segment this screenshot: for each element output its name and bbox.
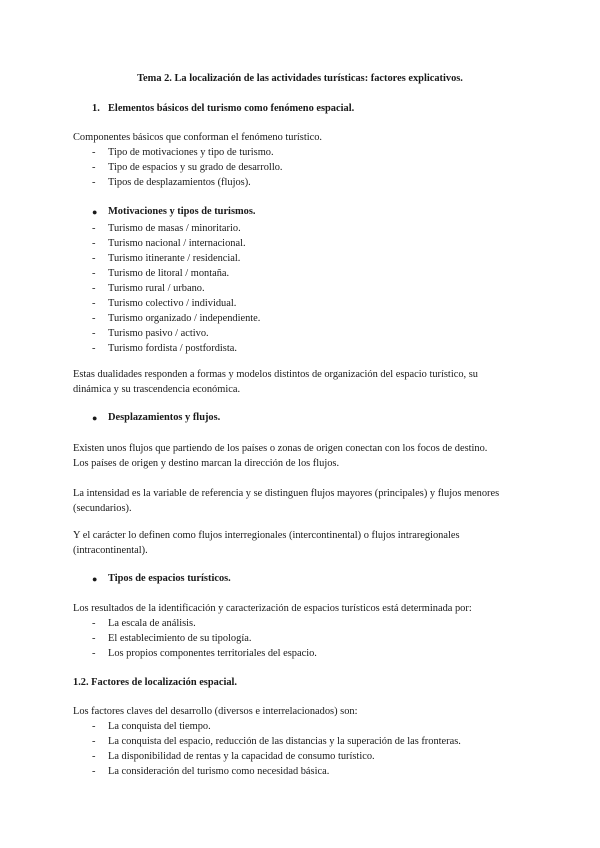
- list-item-text: La conquista del tiempo.: [108, 721, 211, 732]
- paragraph-line: Y el carácter lo definen como flujos interregionales (intercontinental) o flujos intraregionales: [73, 530, 460, 541]
- document-title: Tema 2. La localización de las actividades turísticas: factores explicativos.: [137, 73, 463, 84]
- dash-marker: -: [92, 238, 96, 249]
- bullet-icon: ●: [92, 207, 98, 217]
- paragraph-line: (intracontinental).: [73, 545, 148, 556]
- dash-marker: -: [92, 283, 96, 294]
- list-item-text: Turismo itinerante / residencial.: [108, 253, 241, 264]
- section-1-2-heading: 1.2. Factores de localización espacial.: [73, 677, 238, 688]
- dash-marker: -: [92, 313, 96, 324]
- paragraph-line: Los factores claves del desarrollo (diversos e interrelacionados) son:: [73, 706, 358, 717]
- dash-marker: -: [92, 766, 96, 777]
- paragraph-line: Los resultados de la identificación y caracterización de espacios turísticos está determinada por:: [73, 603, 472, 614]
- dash-marker: -: [92, 328, 96, 339]
- dash-marker: -: [92, 253, 96, 264]
- list-item-text: Los propios componentes territoriales del espacio.: [108, 648, 317, 659]
- list-item-text: Turismo pasivo / activo.: [108, 328, 209, 339]
- section-number: 1.: [92, 103, 100, 114]
- list-item-text: La disponibilidad de rentas y la capacidad de consumo turístico.: [108, 751, 375, 762]
- paragraph-line: (secundarios).: [73, 503, 132, 514]
- dash-marker: -: [92, 177, 96, 188]
- paragraph-line: Estas dualidades responden a formas y modelos distintos de organización del espacio turístico, su: [73, 369, 478, 380]
- list-item-text: Turismo de masas / minoritario.: [108, 223, 241, 234]
- dash-marker: -: [92, 721, 96, 732]
- list-item-text: Turismo rural / urbano.: [108, 283, 205, 294]
- paragraph-line: La intensidad es la variable de referencia y se distinguen flujos mayores (principales) y flujos menores: [73, 488, 500, 499]
- list-item-text: Turismo de litoral / montaña.: [108, 268, 230, 279]
- dash-marker: -: [92, 618, 96, 629]
- list-item-text: Turismo nacional / internacional.: [108, 238, 246, 249]
- subsection-title: Desplazamientos y flujos.: [108, 412, 221, 423]
- subsection-title: Tipos de espacios turísticos.: [108, 573, 231, 584]
- dash-marker: -: [92, 162, 96, 173]
- dash-marker: -: [92, 648, 96, 659]
- list-item-text: El establecimiento de su tipología.: [108, 633, 252, 644]
- section-1-intro: Componentes básicos que conforman el fenómeno turístico.: [73, 132, 323, 143]
- dash-marker: -: [92, 736, 96, 747]
- list-item-text: Tipo de espacios y su grado de desarrollo.: [108, 162, 283, 173]
- dash-marker: -: [92, 223, 96, 234]
- bullet-icon: ●: [92, 574, 98, 584]
- list-item-text: Tipos de desplazamientos (flujos).: [108, 177, 251, 188]
- list-item-text: La conquista del espacio, reducción de las distancias y la superación de las fronteras.: [108, 736, 461, 747]
- dash-marker: -: [92, 147, 96, 158]
- list-item-text: La escala de análisis.: [108, 618, 196, 629]
- dash-marker: -: [92, 633, 96, 644]
- paragraph-line: Los países de origen y destino marcan la dirección de los flujos.: [73, 458, 340, 469]
- list-item-text: Tipo de motivaciones y tipo de turismo.: [108, 147, 274, 158]
- section-title: Elementos básicos del turismo como fenómeno espacial.: [108, 103, 355, 114]
- list-item-text: Turismo colectivo / individual.: [108, 298, 237, 309]
- paragraph-line: Existen unos flujos que partiendo de los países o zonas de origen conectan con los focos de destino.: [73, 443, 488, 454]
- bullet-icon: ●: [92, 413, 98, 423]
- paragraph-line: dinámica y su trascendencia económica.: [73, 384, 241, 395]
- dash-marker: -: [92, 343, 96, 354]
- list-item-text: La consideración del turismo como necesidad básica.: [108, 766, 330, 777]
- subsection-title: Motivaciones y tipos de turismos.: [108, 206, 256, 217]
- dash-marker: -: [92, 751, 96, 762]
- dash-marker: -: [92, 268, 96, 279]
- list-item-text: Turismo fordista / postfordista.: [108, 343, 237, 354]
- dash-marker: -: [92, 298, 96, 309]
- list-item-text: Turismo organizado / independiente.: [108, 313, 261, 324]
